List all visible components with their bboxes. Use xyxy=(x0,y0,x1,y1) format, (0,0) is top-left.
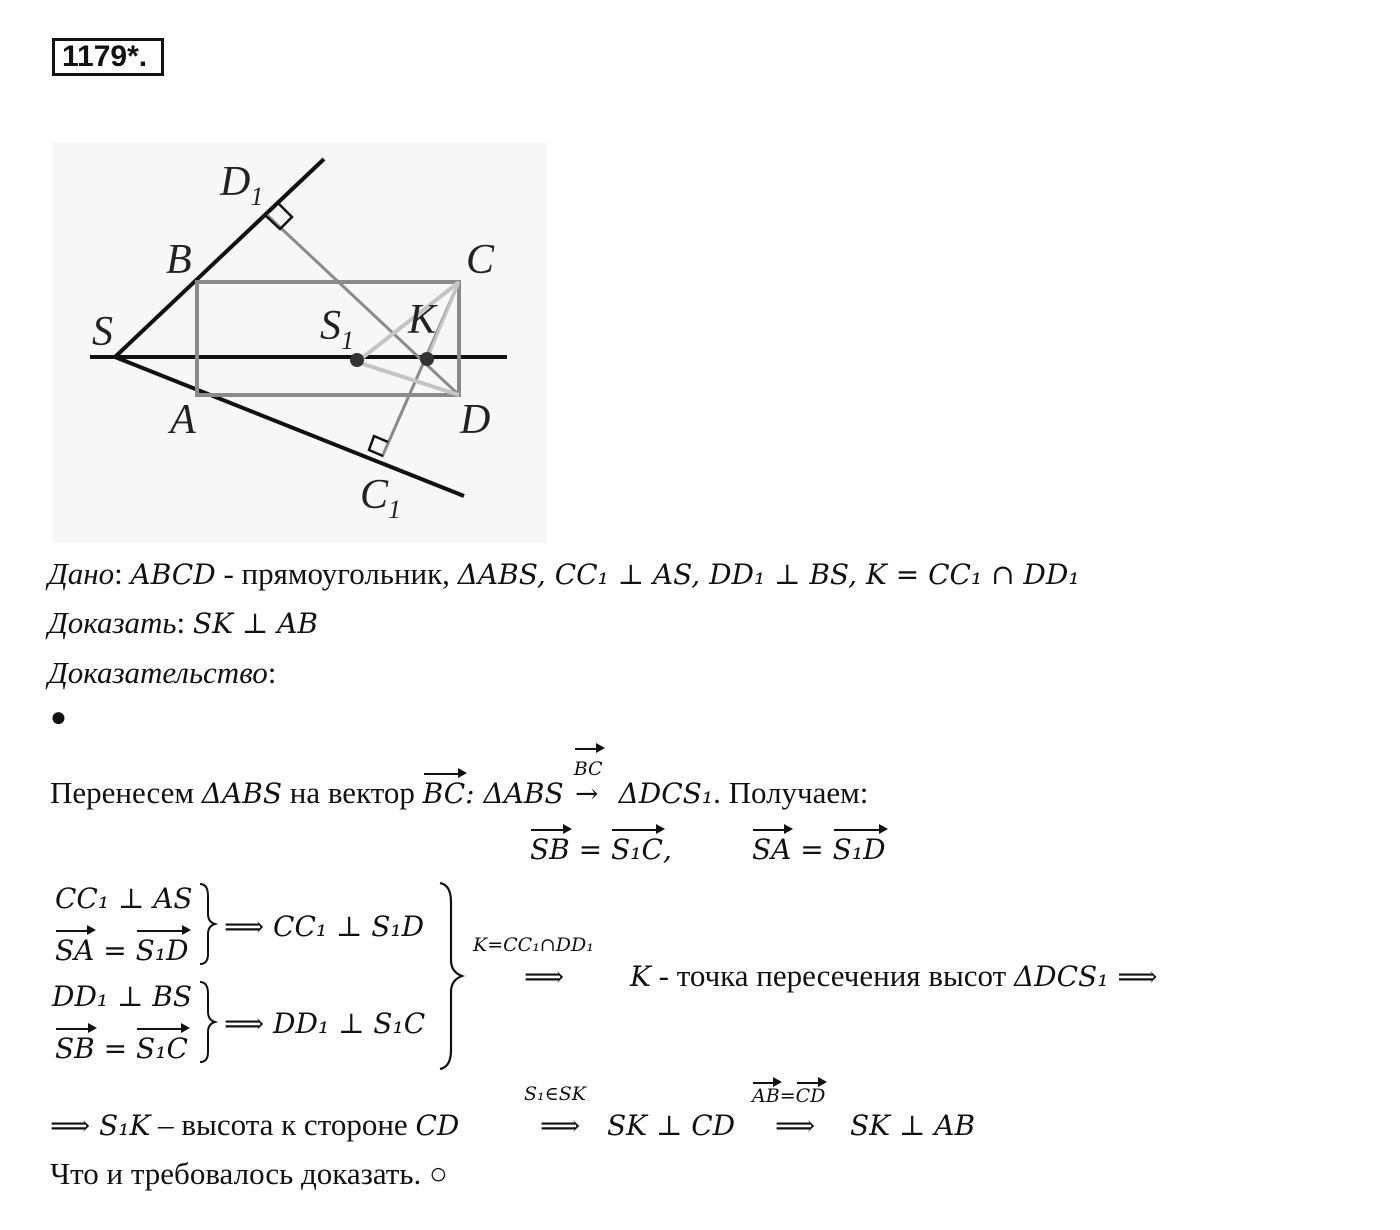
prove-label: Доказать xyxy=(48,605,177,640)
equals-sign: = xyxy=(791,833,833,866)
translate-arrow: → xyxy=(574,777,599,810)
system-result-2 xyxy=(224,1005,425,1042)
vector-bc: BC xyxy=(422,777,466,810)
label-b: B xyxy=(166,237,192,283)
equals-sign-small: = xyxy=(779,1085,796,1107)
proof-label: Доказательство xyxy=(48,655,268,690)
equals-sign: = xyxy=(94,934,136,967)
point-k xyxy=(420,352,434,366)
translate-target: ΔDCS₁ xyxy=(609,777,714,810)
vector-s1c-2: S₁C xyxy=(136,1032,188,1065)
given-label: Дано xyxy=(48,556,115,591)
condition-k-text: K=CC₁∩DD₁ xyxy=(473,934,594,956)
label-k: K xyxy=(408,297,437,343)
equality-2 xyxy=(752,831,886,868)
final-text: – высота к стороне xyxy=(150,1107,416,1142)
condition-ab-cd xyxy=(752,1085,825,1107)
proof-line: Доказательство: xyxy=(48,655,277,690)
translate-triangle: ΔABS xyxy=(201,777,282,810)
translate-source: : ΔABS xyxy=(465,777,564,810)
result-cc1-s1d: ⟹ CC₁ ⊥ S₁D xyxy=(224,910,425,943)
label-s: S xyxy=(92,309,113,355)
brace-bottom xyxy=(200,982,215,1062)
vector-s1d: S₁D xyxy=(832,833,886,866)
geometry-figure xyxy=(52,143,547,543)
comma: , xyxy=(662,833,672,866)
system-braces xyxy=(198,882,218,1068)
big-brace-path xyxy=(440,883,462,1069)
vector-s1c: S₁C xyxy=(611,833,663,866)
vector-cd-small: CD xyxy=(795,1085,826,1107)
system-row-3 xyxy=(52,978,192,1015)
final-sk-cd-text: SK ⊥ CD xyxy=(607,1109,736,1142)
implies-2 xyxy=(540,1107,580,1144)
point-s1 xyxy=(350,353,364,367)
arrow-label-bc: BC xyxy=(574,751,603,787)
vector-sa: SA xyxy=(752,833,792,866)
condition-s1-sk-text: S₁∈SK xyxy=(524,1083,586,1105)
point-k-label: K xyxy=(630,960,651,993)
implies-arrow-2: ⟹ xyxy=(540,1109,581,1142)
system-row-2 xyxy=(55,932,189,969)
vector-sa-2: SA xyxy=(55,934,95,967)
vector-sb-2: SB xyxy=(55,1032,95,1065)
condition-k xyxy=(473,934,594,956)
label-s1: $S_1$ xyxy=(320,303,354,355)
label-d1: $D_1$ xyxy=(220,159,264,211)
label-a: A xyxy=(170,397,196,443)
vector-ab-small: AB xyxy=(752,1085,780,1107)
translate-text-1: Перенесем xyxy=(50,775,202,810)
label-c1: $C_1$ xyxy=(360,472,402,524)
figure-background xyxy=(52,143,547,543)
conclusion-line xyxy=(630,958,1157,995)
final-sk-cd xyxy=(607,1107,735,1144)
system-row-4 xyxy=(55,1030,188,1067)
result-dd1-s1c: ⟹ DD₁ ⊥ S₁C xyxy=(224,1007,426,1040)
problem-number: 1179*. xyxy=(52,38,164,76)
label-c: C xyxy=(466,237,495,283)
implies-1 xyxy=(524,958,564,995)
vector-s1d-2: S₁D xyxy=(135,934,189,967)
label-d: D xyxy=(460,397,491,443)
given-conditions: ΔABS, CC₁ ⊥ AS, DD₁ ⊥ BS, K = CC₁ ∩ DD₁ xyxy=(457,558,1080,591)
system-row-1 xyxy=(55,880,193,917)
vector-sb: SB xyxy=(530,833,570,866)
final-sk-ab-text: SK ⊥ AB xyxy=(850,1109,976,1142)
big-brace xyxy=(438,880,466,1072)
translate-text-2: на вектор xyxy=(282,775,423,810)
given-desc: - прямоугольник, xyxy=(215,556,458,591)
bullet: ● xyxy=(50,702,67,733)
condition-dd1-bs: DD₁ ⊥ BS xyxy=(52,980,193,1013)
condition-s1-sk xyxy=(524,1083,586,1105)
final-cd: CD xyxy=(415,1109,460,1142)
given-line: Дано: ABCD - прямоугольник, ΔABS, CC₁ ⊥ AS, DD₁ ⊥ BS, K = CC₁ ∩ DD₁ xyxy=(48,556,1080,591)
final-s1k: ⟹ S₁K xyxy=(50,1109,151,1142)
given-figure: ABCD xyxy=(130,558,216,591)
triangle-dcs1: ΔDCS₁ ⟹ xyxy=(1013,960,1158,993)
qed-line: Что и требовалось доказать. ○ xyxy=(50,1156,448,1191)
equals-sign: = xyxy=(569,833,612,866)
translate-line xyxy=(50,758,869,812)
translate-arrow-group xyxy=(564,758,610,812)
prove-line: Доказать: SK ⊥ AB xyxy=(48,605,318,640)
equality-1 xyxy=(530,831,672,868)
final-sk-ab xyxy=(850,1107,975,1144)
condition-cc1-as: CC₁ ⊥ AS xyxy=(55,882,193,915)
brace-top xyxy=(200,884,215,964)
implies-arrow-3: ⟹ xyxy=(775,1109,816,1142)
translate-text-3: . Получаем: xyxy=(713,775,869,810)
prove-statement: SK ⊥ AB xyxy=(192,607,318,640)
conclusion-text: - точка пересечения высот xyxy=(650,958,1014,993)
implies-3 xyxy=(775,1107,815,1144)
equals-sign: = xyxy=(94,1032,137,1065)
system-result-1 xyxy=(224,908,424,945)
implies-arrow-1: ⟹ xyxy=(524,960,565,993)
final-line-start xyxy=(50,1107,459,1144)
